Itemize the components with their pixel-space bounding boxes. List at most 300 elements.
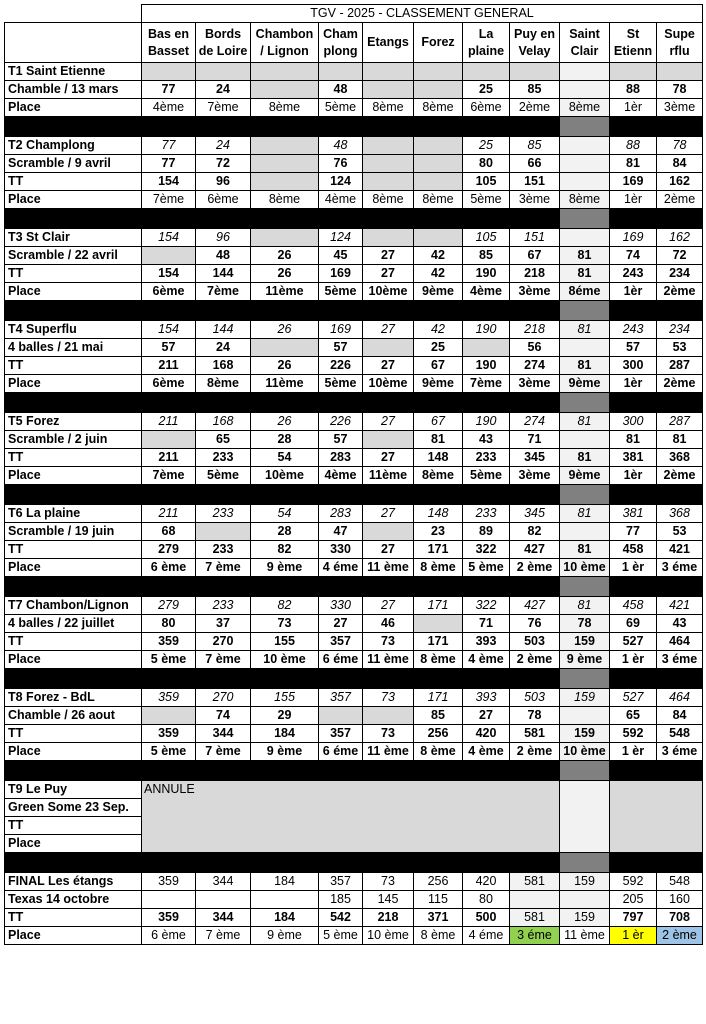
separator-cell [5,853,142,873]
table-cell: 8ème [363,99,414,117]
table-cell: 274 [510,357,560,375]
table-cell: 10 ème [560,559,610,577]
table-cell: 47 [319,523,363,541]
table-cell: 184 [251,873,319,891]
table-cell: 105 [463,229,510,247]
separator-cell [251,393,319,413]
table-cell [414,229,463,247]
separator-cell [251,301,319,321]
row-label: Place [5,191,142,209]
table-cell: 8éme [560,283,610,301]
table-cell: 330 [319,597,363,615]
table-cell: 233 [196,597,251,615]
table-cell: 81 [560,357,610,375]
separator-cell [560,301,610,321]
table-cell: 420 [463,725,510,743]
table-cell: 96 [196,229,251,247]
table-row [5,449,703,467]
table-cell: 8ème [363,191,414,209]
table-cell: 211 [142,505,196,523]
table-cell [560,781,610,853]
table-cell: 81 [657,431,703,449]
separator-cell [610,577,657,597]
table-cell: 2ème [657,467,703,485]
table-cell [363,229,414,247]
table-row [5,781,703,799]
table-cell: 7 ème [196,927,251,945]
table-cell: 8ème [560,191,610,209]
table-cell [251,63,319,81]
table-cell: 6 ème [142,927,196,945]
table-cell: 548 [657,873,703,891]
table-cell [414,81,463,99]
table-cell: 66 [510,155,560,173]
table-cell: 1 èr [610,927,657,945]
table-cell: 171 [414,597,463,615]
table-cell: 8 ème [414,743,463,761]
separator-cell [142,761,196,781]
table-cell: 43 [657,615,703,633]
separator-cell [560,669,610,689]
separator-cell [657,485,703,505]
table-cell: 7ème [196,99,251,117]
row-label: Scramble / 2 juin [5,431,142,449]
separator-cell [510,485,560,505]
table-cell: 2 ème [510,651,560,669]
table-cell: 81 [560,265,610,283]
separator-cell [5,761,142,781]
table-row [5,247,703,265]
separator-cell [196,485,251,505]
table-cell: 381 [610,449,657,467]
column-header [560,23,610,63]
table-cell: 84 [657,155,703,173]
table-cell: 5 ème [142,651,196,669]
table-cell: 78 [657,137,703,155]
table-cell: 458 [610,597,657,615]
separator-cell [363,301,414,321]
row-label: Place [5,927,142,945]
separator-cell [5,485,142,505]
table-cell: 37 [196,615,251,633]
table-cell: 9 ème [251,927,319,945]
separator-cell [142,669,196,689]
table-cell: 169 [319,321,363,339]
table-cell: 154 [142,321,196,339]
separator-cell [363,209,414,229]
table-cell: 24 [196,81,251,99]
table-cell: 77 [142,137,196,155]
table-cell [142,247,196,265]
table-cell: 85 [463,247,510,265]
table-cell: 28 [251,523,319,541]
table-cell: 10ème [363,283,414,301]
table-cell: 234 [657,321,703,339]
row-label: TT [5,725,142,743]
table-cell: 7ème [463,375,510,393]
table-cell [363,173,414,191]
table-cell: 10 ème [560,743,610,761]
table-cell: 344 [196,873,251,891]
separator-cell [657,577,703,597]
cancelled-cell: ANNULE [142,781,560,853]
table-cell [560,339,610,357]
separator-cell [610,761,657,781]
table-cell: 53 [657,523,703,541]
table-cell: 2 ème [510,559,560,577]
row-label: TT [5,541,142,559]
table-cell: 81 [560,413,610,431]
table-cell: 124 [319,173,363,191]
table-cell: 2 ème [510,743,560,761]
table-cell: 3ème [510,191,560,209]
table-cell: 1èr [610,283,657,301]
header-row [5,23,703,63]
table-cell: 155 [251,633,319,651]
table-cell: 78 [510,707,560,725]
table-cell: 88 [610,137,657,155]
table-cell: 81 [560,449,610,467]
table-cell [414,155,463,173]
column-header-line: rflu [669,43,690,58]
table-cell [142,707,196,725]
table-cell: 26 [251,247,319,265]
table-cell: 69 [610,615,657,633]
table-cell [363,81,414,99]
table-cell: 218 [510,321,560,339]
table-cell: 25 [463,81,510,99]
table-cell: 330 [319,541,363,559]
table-cell: 8ème [414,467,463,485]
separator-cell [510,761,560,781]
separator-row [5,853,703,873]
row-label: TT [5,909,142,927]
separator-cell [251,485,319,505]
row-label: 4 balles / 22 juillet [5,615,142,633]
table-cell: 218 [510,265,560,283]
row-label: Green Some 23 Sep. [5,799,142,817]
table-cell: 144 [196,321,251,339]
table-cell: 9ème [414,375,463,393]
separator-cell [142,577,196,597]
separator-cell [463,669,510,689]
table-cell: 205 [610,891,657,909]
table-cell: 7 ème [196,559,251,577]
table-cell: 233 [463,505,510,523]
table-cell: 71 [463,615,510,633]
table-cell: 2ème [657,191,703,209]
table-cell: 256 [414,873,463,891]
table-cell: 159 [560,873,610,891]
table-cell: 2 ème [657,927,703,945]
table-cell: 48 [196,247,251,265]
table-cell: 211 [142,449,196,467]
table-cell: 190 [463,321,510,339]
table-cell: 8ème [414,99,463,117]
separator-cell [463,301,510,321]
row-label: TT [5,357,142,375]
table-cell: 8ème [251,99,319,117]
table-cell: 226 [319,413,363,431]
table-cell: 359 [142,873,196,891]
table-cell: 27 [363,357,414,375]
table-cell: 67 [510,247,560,265]
table-cell: 1 èr [610,743,657,761]
table-cell [142,891,196,909]
separator-cell [319,209,363,229]
row-label: T9 Le Puy [5,781,142,799]
table-cell: 26 [251,265,319,283]
separator-cell [610,301,657,321]
table-cell: 26 [251,357,319,375]
table-cell: 168 [196,413,251,431]
table-cell [610,781,703,853]
table-cell: 6ème [142,283,196,301]
separator-cell [5,117,142,137]
table-cell: 74 [196,707,251,725]
table-row [5,431,703,449]
separator-cell [414,577,463,597]
table-cell: 9 ème [251,559,319,577]
table-cell: 105 [463,173,510,191]
table-cell: 5 ème [463,559,510,577]
table-cell: 5ème [319,283,363,301]
table-row [5,413,703,431]
table-cell: 233 [463,449,510,467]
table-cell [319,707,363,725]
table-cell: 78 [657,81,703,99]
table-cell: 81 [610,431,657,449]
table-cell [414,137,463,155]
table-cell: 359 [142,725,196,743]
table-cell: 73 [251,615,319,633]
table-cell: 8ème [560,99,610,117]
table-row [5,191,703,209]
separator-cell [196,853,251,873]
separator-cell [5,577,142,597]
table-cell: 29 [251,707,319,725]
title-blank [5,5,142,23]
table-cell: 1èr [610,375,657,393]
table-cell: 80 [463,155,510,173]
column-header-line: Clair [570,43,599,58]
table-cell: 42 [414,247,463,265]
separator-cell [463,117,510,137]
table-cell: 4 éme [463,927,510,945]
table-cell: 581 [510,909,560,927]
table-cell [142,431,196,449]
separator-cell [610,485,657,505]
table-cell: 427 [510,597,560,615]
table-cell: 371 [414,909,463,927]
table-cell: 243 [610,321,657,339]
column-header [363,23,414,63]
separator-cell [510,577,560,597]
table-cell: 6ème [142,375,196,393]
separator-cell [560,209,610,229]
separator-cell [319,853,363,873]
table-cell: 464 [657,633,703,651]
separator-cell [196,577,251,597]
table-cell: 527 [610,633,657,651]
table-cell [363,339,414,357]
table-cell: 500 [463,909,510,927]
table-row [5,229,703,247]
page-title: TGV - 2025 - CLASSEMENT GENERAL [142,5,703,23]
table-cell: 53 [657,339,703,357]
column-header [319,23,363,63]
column-header-line: / Lignon [260,43,309,58]
table-cell [363,707,414,725]
table-cell [414,63,463,81]
table-cell: 5ème [319,99,363,117]
column-header-line: plaine [467,43,505,58]
separator-row [5,577,703,597]
table-cell: 5ème [319,375,363,393]
table-cell [560,63,610,81]
table-cell: 71 [510,431,560,449]
table-cell: 72 [657,247,703,265]
table-cell [251,81,319,99]
table-cell: 27 [363,597,414,615]
table-row [5,909,703,927]
table-cell [414,173,463,191]
row-label: FINAL Les étangs [5,873,142,891]
column-header [142,23,196,63]
column-header [251,23,319,63]
table-row [5,891,703,909]
table-cell: 393 [463,633,510,651]
table-cell: 73 [363,689,414,707]
table-cell: 8 ème [414,927,463,945]
table-cell: 27 [363,541,414,559]
table-cell [560,891,610,909]
table-cell: 359 [142,633,196,651]
separator-cell [251,669,319,689]
table-cell: 169 [610,229,657,247]
table-cell [251,155,319,173]
column-header-line: Etangs [367,35,409,49]
separator-cell [657,301,703,321]
row-label: TT [5,173,142,191]
table-cell [414,615,463,633]
table-cell: 393 [463,689,510,707]
separator-cell [363,117,414,137]
table-row [5,81,703,99]
table-cell: 88 [610,81,657,99]
separator-cell [463,393,510,413]
table-cell: 11 ème [363,559,414,577]
table-cell: 233 [196,449,251,467]
table-row [5,99,703,117]
column-header [510,23,560,63]
title-row [5,5,703,23]
row-label: Chamble / 13 mars [5,81,142,99]
table-cell: 184 [251,909,319,927]
separator-cell [657,761,703,781]
separator-cell [142,209,196,229]
table-cell: 42 [414,265,463,283]
table-cell: 368 [657,449,703,467]
table-cell: 148 [414,505,463,523]
row-label: Scramble / 9 avril [5,155,142,173]
table-cell: 322 [463,597,510,615]
separator-cell [5,209,142,229]
table-cell: 74 [610,247,657,265]
table-cell: 287 [657,357,703,375]
table-cell: 11ème [251,375,319,393]
row-label: TT [5,817,142,835]
separator-cell [414,853,463,873]
table-cell: 73 [363,725,414,743]
table-cell: 7ème [142,467,196,485]
separator-row [5,393,703,413]
ranking-table [4,4,703,945]
table-cell: 592 [610,873,657,891]
column-header-line: de Loire [198,43,248,58]
table-cell: 160 [657,891,703,909]
table-cell: 256 [414,725,463,743]
table-cell: 46 [363,615,414,633]
table-cell [510,63,560,81]
table-cell: 159 [560,633,610,651]
table-cell: 56 [510,339,560,357]
table-cell [610,63,657,81]
table-cell: 154 [142,265,196,283]
column-header [463,23,510,63]
table-cell [363,431,414,449]
separator-cell [610,209,657,229]
table-cell: 81 [560,247,610,265]
table-cell: 211 [142,413,196,431]
table-cell: 4ème [142,99,196,117]
table-cell: 279 [142,541,196,559]
table-cell: 581 [510,725,560,743]
table-cell: 421 [657,597,703,615]
table-cell: 57 [610,339,657,357]
table-cell: 124 [319,229,363,247]
separator-cell [319,577,363,597]
row-label: Place [5,283,142,301]
table-cell: 4ème [319,191,363,209]
table-cell [560,137,610,155]
table-cell: 344 [196,725,251,743]
table-cell: 6ème [196,191,251,209]
row-label: TT [5,633,142,651]
table-cell: 72 [196,155,251,173]
table-cell: 6 éme [319,743,363,761]
separator-cell [610,117,657,137]
table-cell: 7ème [196,283,251,301]
table-cell: 6 ème [142,559,196,577]
table-row [5,707,703,725]
table-cell: 11 ème [363,743,414,761]
table-cell: 1èr [610,99,657,117]
row-label: T2 Champlong [5,137,142,155]
table-cell: 148 [414,449,463,467]
column-header-line: Bas en [148,26,189,41]
separator-cell [251,209,319,229]
separator-cell [5,393,142,413]
table-cell: 115 [414,891,463,909]
table-row [5,633,703,651]
separator-cell [363,577,414,597]
table-row [5,357,703,375]
column-header-line: Basset [148,43,189,58]
table-cell: 28 [251,431,319,449]
table-cell: 4 ème [463,743,510,761]
table-cell [363,523,414,541]
